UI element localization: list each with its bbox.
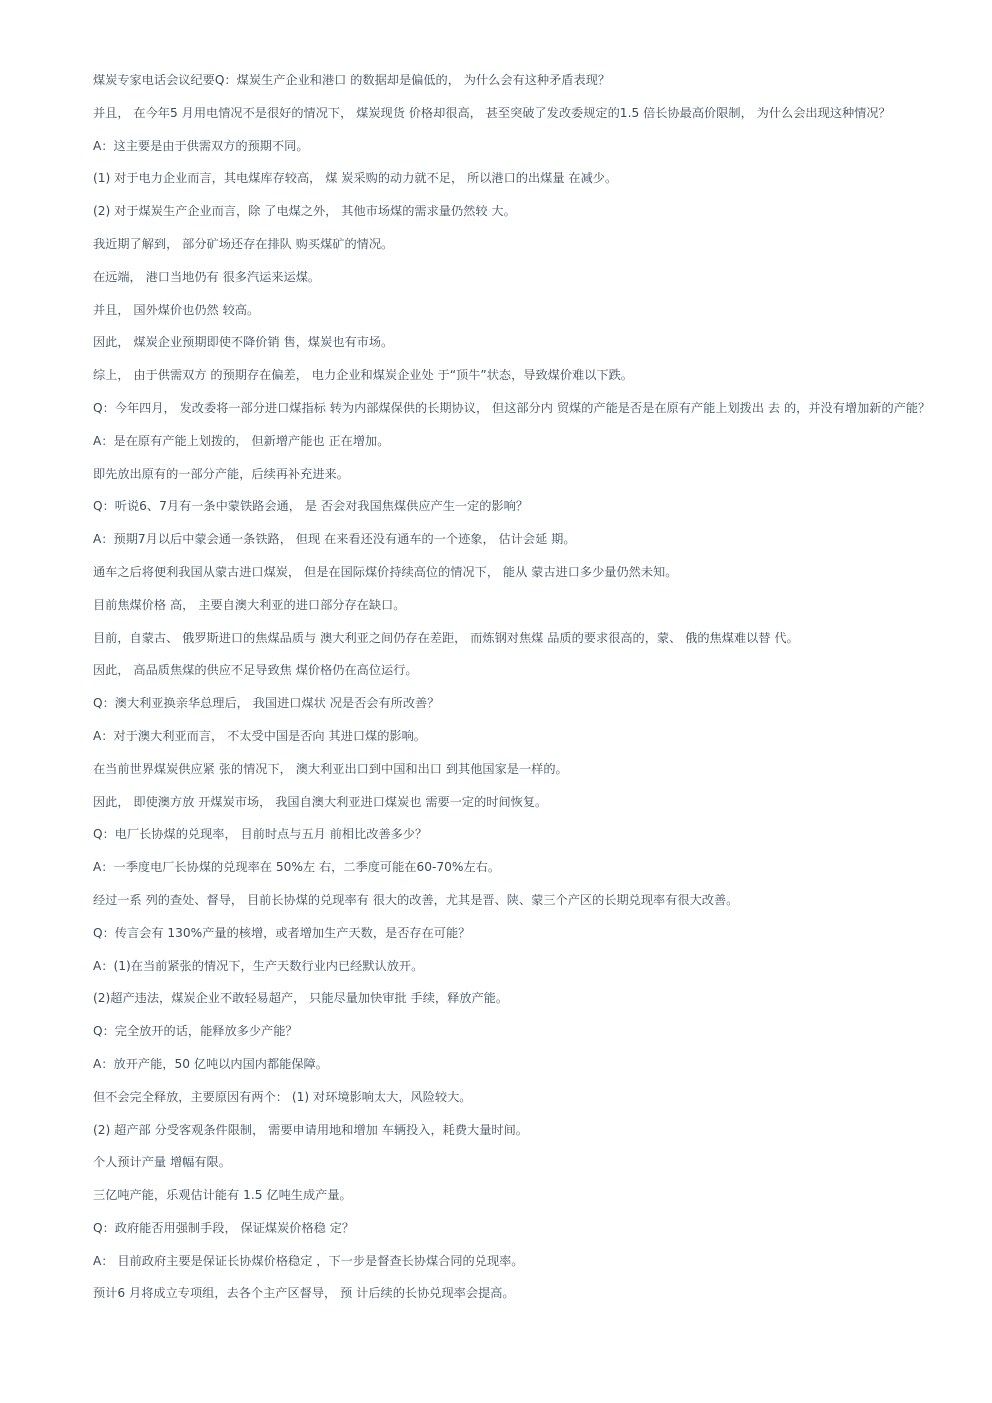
paragraph: 并且， 在今年5 月用电情况不是很好的情况下， 煤炭现货 价格却很高， 甚至突破了发改委规定的1.5 倍长协最高价限制， 为什么会出现这种情况？ [93,105,891,120]
paragraph: 并且， 国外煤价也仍然 较高。 [93,302,260,317]
paragraph: (2) 超产部 分受客观条件限制， 需要申请用地和增加 车辆投入，耗费大量时间。 [93,1122,528,1137]
paragraph: A： 目前政府主要是保证长协煤价格稳定 ，下一步是督查长协煤合同的兑现率。 [93,1253,524,1268]
paragraph: 我近期了解到， 部分矿场还存在排队 购买煤矿的情况。 [93,236,394,251]
paragraph: 煤炭专家电话会议纪要Q：煤炭生产企业和港口 的数据却是偏低的， 为什么会有这种矛盾表现？ [93,73,611,87]
paragraph: 通车之后将便利我国从蒙古进口煤炭， 但是在国际煤价持续高位的情况下， 能从 蒙古进口多少量仍然未知。 [93,564,678,579]
paragraph: A：是在原有产能上划拨的， 但新增产能也 正在增加。 [93,433,390,448]
paragraph: A：对于澳大利亚而言， 不太受中国是否向 其进口煤的影响。 [93,728,426,743]
paragraph: 因此， 高品质焦煤的供应不足导致焦 煤价格仍在高位运行。 [93,663,418,678]
paragraph: A：预期7月以后中蒙会通一条铁路， 但现 在来看还没有通车的一个迹象， 估计会延 期。 [93,532,576,547]
paragraph: Q：听说6、7月有一条中蒙铁路会通， 是 否会对我国焦煤供应产生一定的影响？ [93,499,529,514]
paragraph: Q：澳大利亚换亲华总理后， 我国进口煤状 况是否会有所改善？ [93,696,440,711]
paragraph: 经过一系 列的查处、督导， 目前长协煤的兑现率有 很大的改善，尤其是晋、陕、蒙三个产区的长期兑现率有很大改善。 [93,892,739,907]
paragraph: A：(1)在当前紧张的情况下，生产天数行业内已经默认放开。 [93,958,424,973]
paragraph: (2)超产违法，煤炭企业不敢轻易超产， 只能尽量加快审批 手续，释放产能。 [93,991,509,1006]
paragraph: Q：完全放开的话，能释放多少产能？ [93,1024,298,1039]
document-body [93,70,943,1316]
paragraph: Q：电厂长协煤的兑现率， 目前时点与五月 前相比改善多少？ [93,827,428,842]
paragraph: 三亿吨产能，乐观估计能有 1.5 亿吨生成产量。 [93,1188,352,1203]
paragraph: A：这主要是由于供需双方的预期不同。 [93,138,309,153]
paragraph: 在远端， 港口当地仍有 很多汽运来运煤。 [93,269,321,284]
paragraph: (2) 对于煤炭生产企业而言，除 了电煤之外， 其他市场煤的需求量仍然较 大。 [93,204,516,219]
paragraph: 但不会完全释放，主要原因有两个： (1) 对环境影响太大，风险较大。 [93,1089,472,1104]
paragraph: Q：政府能否用强制手段， 保证煤炭价格稳 定？ [93,1220,355,1235]
paragraph: A：一季度电厂长协煤的兑现率在 50%左 右，二季度可能在60-70%左右。 [93,860,501,875]
paragraph: 综上， 由于供需双方 的预期存在偏差， 电力企业和煤炭企业处 于“顶牛”状态，导致煤价难以下跌。 [93,368,633,383]
paragraph: 预计6 月将成立专项组，去各个主产区督导， 预 计后续的长协兑现率会提高。 [93,1286,515,1301]
paragraph: 个人预计产量 增幅有限。 [93,1155,231,1170]
paragraph: 因此， 即使澳方放 开煤炭市场， 我国自澳大利亚进口煤炭也 需要一定的时间恢复。 [93,794,548,809]
paragraph: (1) 对于电力企业而言，其电煤库存较高， 煤 炭采购的动力就不足， 所以港口的出煤量 在减少。 [93,171,618,186]
paragraph: 目前，自蒙古、 俄罗斯进口的焦煤品质与 澳大利亚之间仍存在差距， 而炼钢对焦煤 品质的要求很高的，蒙、 俄的焦煤难以替 代。 [93,630,799,645]
paragraph: 即先放出原有的一部分产能，后续再补充进来。 [93,466,349,481]
paragraph: 因此， 煤炭企业预期即使不降价销 售，煤炭也有市场。 [93,335,394,350]
paragraph: Q：今年四月， 发改委将一部分进口煤指标 转为内部煤保供的长期协议， 但这部分内 贸煤的产能是否是在原有产能上划拨出 去 的，并没有增加新的产能？ [93,400,931,415]
paragraph: 目前焦煤价格 高， 主要自澳大利亚的进口部分存在缺口。 [93,597,406,612]
paragraph: 在当前世界煤炭供应紧 张的情况下， 澳大利亚出口到中国和出口 到其他国家是一样的。 [93,761,568,776]
paragraph: Q：传言会有 130%产量的核增，或者增加生产天数，是否存在可能？ [93,925,471,940]
paragraph: A：放开产能，50 亿吨以内国内都能保障。 [93,1056,328,1071]
